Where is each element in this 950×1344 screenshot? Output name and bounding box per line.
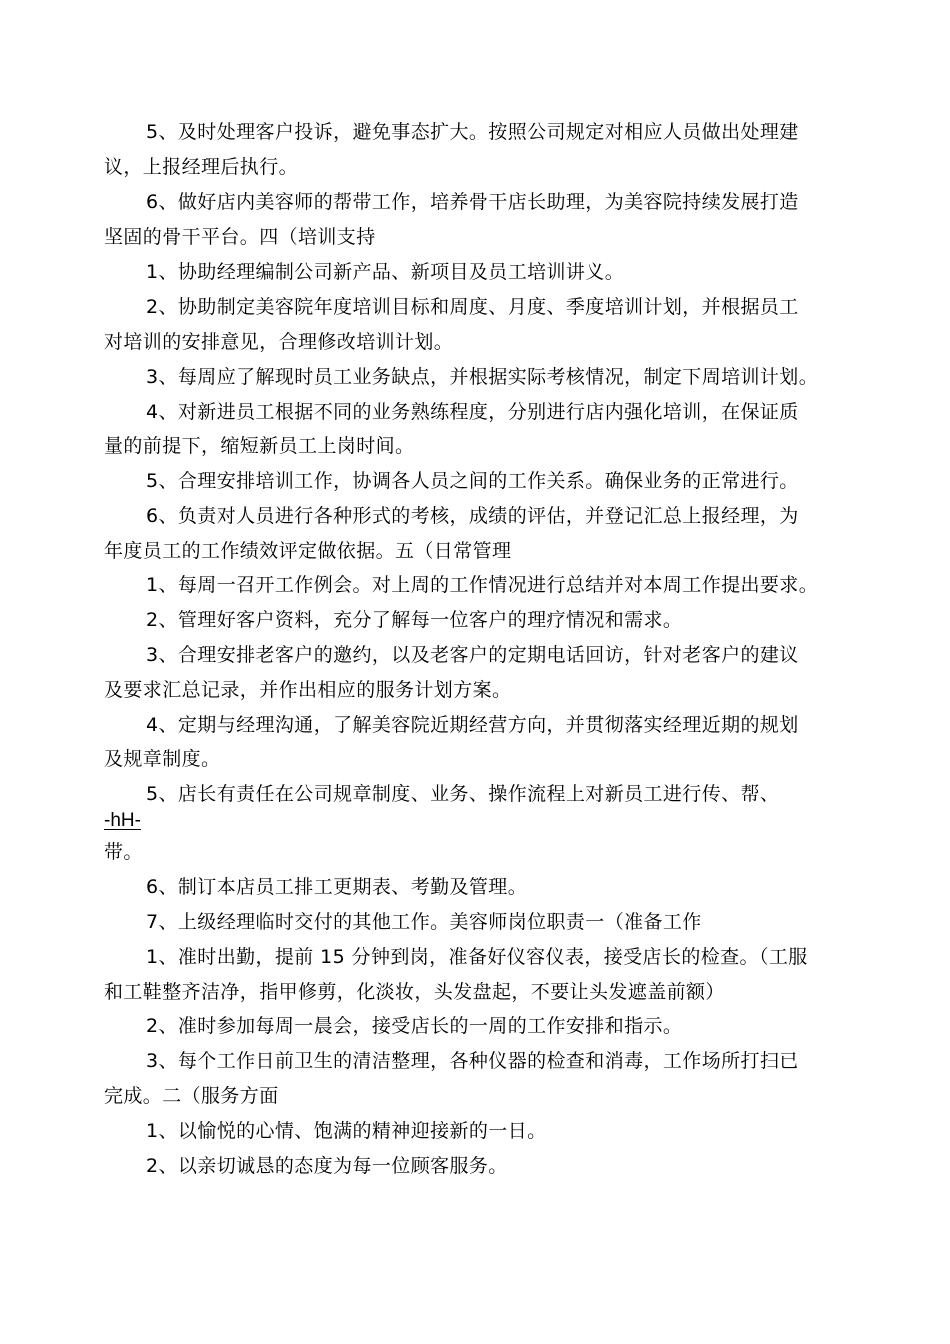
paragraph-line: 3、每周应了解现时员工业务缺点，并根据实际考核情况，制定下周培训计划。 — [146, 366, 819, 388]
paragraph-line: 6、制订本店员工排工更期表、考勤及管理。 — [146, 876, 528, 898]
paragraph-line: 及要求汇总记录，并作出相应的服务计划方案。 — [104, 679, 512, 701]
paragraph-line: 1、每周一召开工作例会。对上周的工作情况进行总结并对本周工作提出要求。 — [146, 574, 819, 596]
paragraph-line: 1、以愉悦的心情、饱满的精神迎接新的一日。 — [146, 1120, 547, 1142]
paragraph-line: 4、定期与经理沟通，了解美容院近期经营方向，并贯彻落实经理近期的规划 — [146, 714, 799, 736]
paragraph-line: 3、每个工作日前卫生的清洁整理，各种仪器的检查和消毒，工作场所打扫已 — [146, 1050, 799, 1072]
paragraph-line: 2、管理好客户资料，充分了解每一位客户的理疗情况和需求。 — [146, 609, 683, 631]
paragraph-line: 5、及时处理客户投诉，避免事态扩大。按照公司规定对相应人员做出处理建 — [146, 121, 799, 143]
paragraph-line: 带。 — [104, 841, 143, 863]
paragraph-line: 2、协助制定美容院年度培训目标和周度、月度、季度培训计划，并根据员工 — [146, 296, 799, 318]
paragraph-line: 对培训的安排意见，合理修改培训计划。 — [104, 331, 454, 353]
paragraph-line: 5、合理安排培训工作，协调各人员之间的工作关系。确保业务的正常进行。 — [146, 470, 799, 492]
paragraph-line: 量的前提下，缩短新员工上岗时间。 — [104, 435, 415, 457]
paragraph-line: 2、准时参加每周一晨会，接受店长的一周的工作安排和指示。 — [146, 1015, 683, 1037]
paragraph-line: 和工鞋整齐洁净，指甲修剪，化淡妆，头发盘起，不要让头发遮盖前额） — [104, 981, 725, 1003]
paragraph-line: 年度员工的工作绩效评定做依据。五（日常管理 — [104, 540, 512, 562]
paragraph-line: 及规章制度。 — [104, 748, 221, 770]
paragraph-line: 1、准时出勤，提前 15 分钟到岗，准备好仪容仪表，接受店长的检查。（工服 — [146, 946, 808, 968]
stray-mark: -hH- — [104, 810, 141, 831]
paragraph-line: 完成。二（服务方面 — [104, 1085, 279, 1107]
paragraph-line: 6、负责对人员进行各种形式的考核，成绩的评估，并登记汇总上报经理，为 — [146, 505, 799, 527]
paragraph-line: 6、做好店内美容师的帮带工作，培养骨干店长助理，为美容院持续发展打造 — [146, 191, 799, 213]
paragraph-line: 1、协助经理编制公司新产品、新项目及员工培训讲义。 — [146, 261, 625, 283]
paragraph-line: 3、合理安排老客户的邀约，以及老客户的定期电话回访，针对老客户的建议 — [146, 644, 799, 666]
paragraph-line: 2、以亲切诚恳的态度为每一位顾客服务。 — [146, 1155, 508, 1177]
paragraph-line: 4、对新进员工根据不同的业务熟练程度，分别进行店内强化培训，在保证质 — [146, 401, 799, 423]
paragraph-line: 5、店长有责任在公司规章制度、业务、操作流程上对新员工进行传、帮、 — [146, 783, 780, 805]
paragraph-line: 议，上报经理后执行。 — [104, 156, 299, 178]
paragraph-line: 坚固的骨干平台。四（培训支持 — [104, 226, 376, 248]
paragraph-line: 7、上级经理临时交付的其他工作。美容师岗位职责一（准备工作 — [146, 911, 702, 933]
